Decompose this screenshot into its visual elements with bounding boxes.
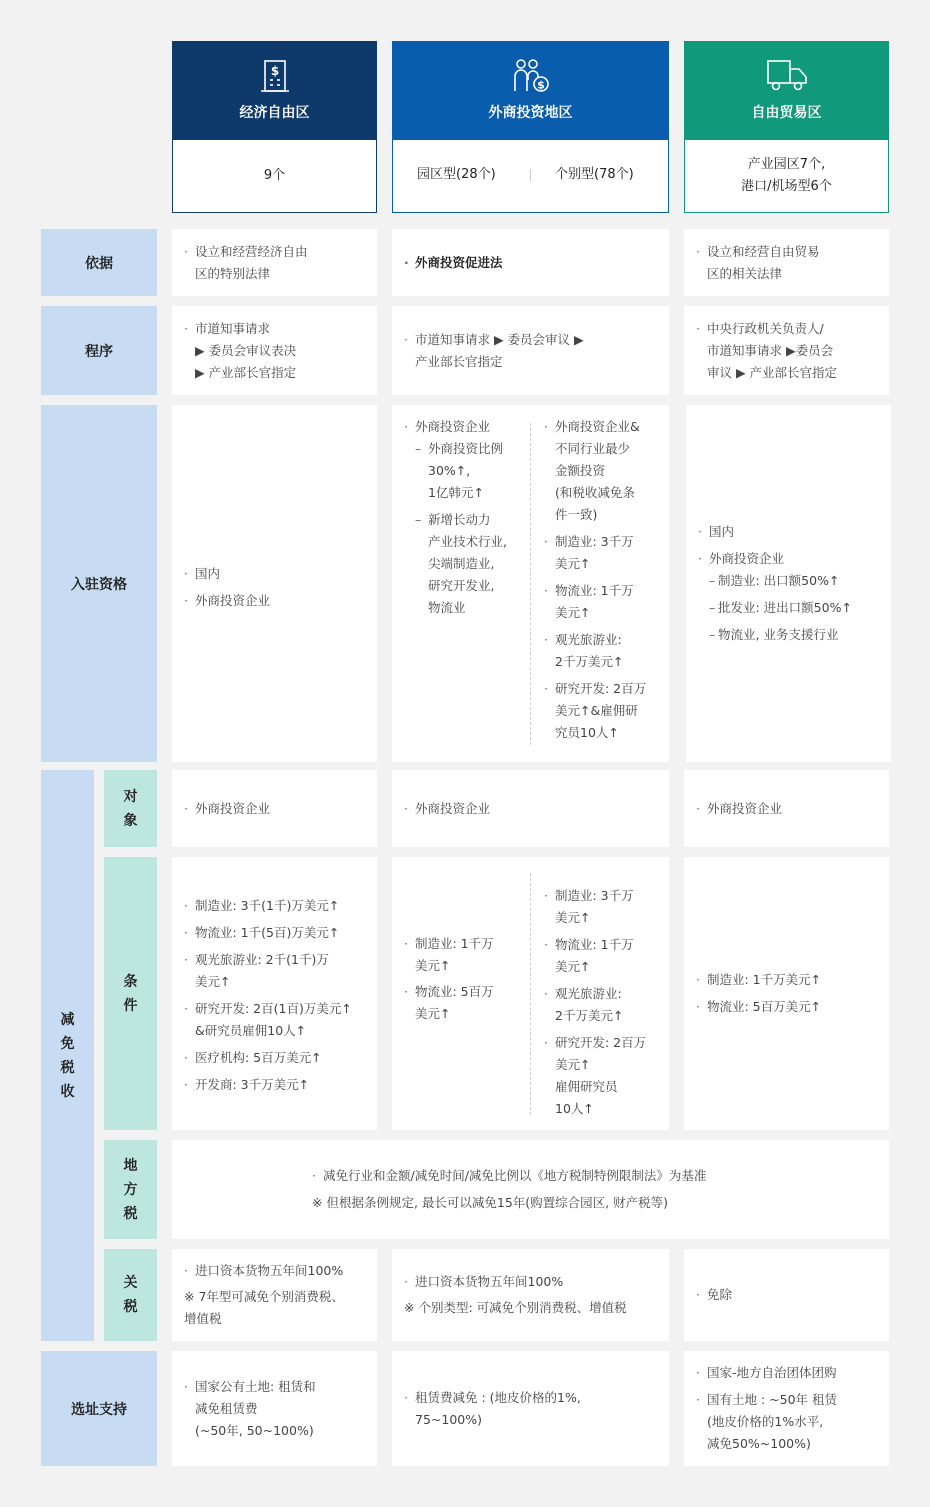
basis-fez bbox=[172, 229, 377, 296]
qualification-fiz bbox=[392, 405, 669, 762]
list-item: · 观光旅游业: 2千万美元↑ bbox=[544, 629, 664, 673]
site-fez bbox=[172, 1351, 377, 1466]
fez-count-text: 9个 bbox=[263, 168, 286, 183]
label-qualification-text: 入驻资格 bbox=[71, 576, 127, 593]
list-item: · 物流业: 1千万 美元↑ bbox=[544, 934, 664, 978]
list-item: · 外商投资企业 bbox=[404, 416, 532, 438]
basis-ftz bbox=[684, 229, 889, 296]
label-customs: 关 税 bbox=[104, 1249, 157, 1341]
label-procedure-text: 程序 bbox=[85, 343, 113, 360]
target-ftz bbox=[684, 770, 889, 847]
list-item: – 外商投资比例 30%↑, 1亿韩元↑ bbox=[404, 438, 532, 504]
ftz-count-l1: 产业园区7个, bbox=[747, 157, 826, 172]
list-item: · 中央行政机关负责人/ 市道知事请求 ▶委员会 审议 ▶ 产业部长官指定 bbox=[696, 318, 881, 384]
fiz-count bbox=[392, 140, 669, 213]
ftz-count bbox=[684, 140, 889, 213]
list-item: · 医疗机构: 5百万美元↑ bbox=[184, 1047, 369, 1069]
list-item: · 国有土地 : ~50年 租赁 (地皮价格的1%水平, 减免50%~100%) bbox=[696, 1389, 881, 1455]
divider bbox=[530, 423, 531, 745]
note: ※ 个别类型: 可减免个别消费税、增值税 bbox=[404, 1300, 627, 1315]
customs-fez bbox=[172, 1249, 377, 1341]
list-item: · 外商投资企业 bbox=[696, 798, 881, 820]
condition-fiz-left bbox=[404, 933, 528, 1025]
procedure-fiz bbox=[392, 306, 669, 395]
list-item: · 制造业: 3千(1千)万美元↑ bbox=[184, 895, 369, 917]
list-item: · 观光旅游业: 2千(1千)万 美元↑ bbox=[184, 949, 369, 993]
truck-icon bbox=[766, 58, 808, 92]
divider bbox=[530, 873, 531, 1115]
list-item: · 外商投资企业 bbox=[698, 548, 883, 570]
target-fiz bbox=[392, 770, 669, 847]
qualification-ftz bbox=[686, 405, 891, 762]
label-procedure bbox=[41, 306, 157, 395]
list-item: · 研究开发: 2百万 美元↑&雇佣研 究员10人↑ bbox=[544, 678, 664, 744]
list-item: · 研究开发: 2百(1百)万美元↑ &研究员雇佣10人↑ bbox=[184, 998, 369, 1042]
list-item: · 外商投资企业 bbox=[184, 590, 369, 612]
list-item: · 设立和经营经济自由 区的特别法律 bbox=[184, 241, 369, 285]
list-item: – 新增长动力 产业技术行业, 尖端制造业, 研究开发业, 物流业 bbox=[404, 509, 532, 619]
list-item: · 外商投资促进法 bbox=[404, 252, 661, 274]
site-fiz bbox=[392, 1351, 669, 1466]
local-tax-cell bbox=[172, 1140, 889, 1239]
people-dollar-icon bbox=[511, 58, 551, 92]
condition-fiz-right bbox=[544, 885, 664, 1120]
building-dollar-icon bbox=[260, 58, 290, 92]
list-item: · 研究开发: 2百万 美元↑ 雇佣研究员 10人↑ bbox=[544, 1032, 664, 1120]
qualification-fiz-right bbox=[544, 416, 664, 744]
list-item: · 物流业: 5百万美元↑ bbox=[696, 996, 881, 1018]
list-item: · 外商投资企业 bbox=[184, 798, 369, 820]
list-item: · 开发商: 3千万美元↑ bbox=[184, 1074, 369, 1096]
note: ※ 7年型可减免个别消费税、 增值税 bbox=[184, 1289, 344, 1326]
list-item: – 物流业, 业务支援行业 bbox=[698, 624, 883, 646]
customs-ftz bbox=[684, 1249, 889, 1341]
list-item: · 制造业: 1千万 美元↑ bbox=[404, 933, 528, 977]
condition-fiz bbox=[392, 857, 669, 1130]
label-condition: 条 件 bbox=[104, 857, 157, 1130]
list-item: · 国家-地方自治团体团购 bbox=[696, 1362, 881, 1384]
qualification-fez bbox=[172, 405, 377, 762]
list-item: · 进口资本货物五年间100% bbox=[184, 1260, 369, 1282]
list-item: · 物流业: 1千(5百)万美元↑ bbox=[184, 922, 369, 944]
list-item: · 外商投资企业 bbox=[404, 798, 661, 820]
svg-text:$: $ bbox=[270, 64, 279, 78]
list-item: · 国内 bbox=[184, 563, 369, 585]
list-item: · 进口资本货物五年间100% bbox=[404, 1271, 661, 1293]
qualification-fiz-left bbox=[404, 416, 532, 619]
target-fez bbox=[172, 770, 377, 847]
header-ftz-title: 自由贸易区 bbox=[751, 105, 822, 121]
header-fiz bbox=[392, 41, 669, 140]
note: ※ 但根据条例规定, 最长可以减免15年(购置综合园区, 财产税等) bbox=[312, 1195, 669, 1210]
basis-fiz bbox=[392, 229, 669, 296]
list-item: · 设立和经营自由贸易 区的相关法律 bbox=[696, 241, 881, 285]
list-item: – 制造业: 出口额50%↑ bbox=[698, 570, 883, 592]
list-item: · 国内 bbox=[698, 521, 883, 543]
label-basis-text: 依据 bbox=[85, 255, 113, 272]
label-target: 对 象 bbox=[104, 770, 157, 847]
customs-fiz bbox=[392, 1249, 669, 1341]
procedure-ftz bbox=[684, 306, 889, 395]
label-local-tax: 地 方 税 bbox=[104, 1140, 157, 1239]
header-ftz bbox=[684, 41, 889, 140]
label-basis bbox=[41, 229, 157, 296]
list-item: · 物流业: 1千万 美元↑ bbox=[544, 580, 664, 624]
list-item: · 制造业: 3千万 美元↑ bbox=[544, 885, 664, 929]
list-item: · 物流业: 5百万 美元↑ bbox=[404, 981, 528, 1025]
list-item: · 租赁费减免 : (地皮价格的1%, 75~100%) bbox=[404, 1387, 661, 1431]
svg-text:$: $ bbox=[536, 78, 545, 92]
label-qualification bbox=[41, 405, 157, 762]
label-tax: 减 免 税 收 bbox=[41, 770, 94, 1341]
list-item: · 国家公有土地: 租赁和 减免租赁费 (~50年, 50~100%) bbox=[184, 1376, 369, 1442]
condition-ftz bbox=[684, 857, 889, 1130]
list-item: · 免除 bbox=[696, 1284, 881, 1306]
list-item: · 制造业: 1千万美元↑ bbox=[696, 969, 881, 991]
site-ftz bbox=[684, 1351, 889, 1466]
header-fez-title: 经济自由区 bbox=[239, 105, 310, 121]
header-fez bbox=[172, 41, 377, 140]
list-item: · 外商投资企业& 不同行业最少 金额投资 (和税收减免条 件一致) bbox=[544, 416, 664, 526]
ftz-count-l2: 港口/机场型6个 bbox=[741, 179, 832, 194]
procedure-fez bbox=[172, 306, 377, 395]
list-item: · 市道知事请求 ▶ 委员会审议 ▶ 产业部长官指定 bbox=[404, 329, 661, 373]
list-item: · 减免行业和金额/减免时间/减免比例以《地方税制特例限制法》为基准 bbox=[312, 1165, 930, 1187]
label-site-text: 选址支持 bbox=[71, 1401, 127, 1418]
list-item: · 观光旅游业: 2千万美元↑ bbox=[544, 983, 664, 1027]
label-site bbox=[41, 1351, 157, 1466]
list-item: – 批发业: 进出口额50%↑ bbox=[698, 597, 883, 619]
condition-fez bbox=[172, 857, 377, 1130]
list-item: · 制造业: 3千万 美元↑ bbox=[544, 531, 664, 575]
list-item: · 市道知事请求 ▶ 委员会审议表决 ▶ 产业部长官指定 bbox=[184, 318, 369, 384]
fez-count bbox=[172, 140, 377, 213]
fiz-divider bbox=[530, 169, 531, 181]
fiz-count-right: 个别型(78个) bbox=[555, 167, 634, 182]
header-fiz-title: 外商投资地区 bbox=[488, 105, 573, 121]
fiz-count-left: 园区型(28个) bbox=[417, 167, 496, 182]
